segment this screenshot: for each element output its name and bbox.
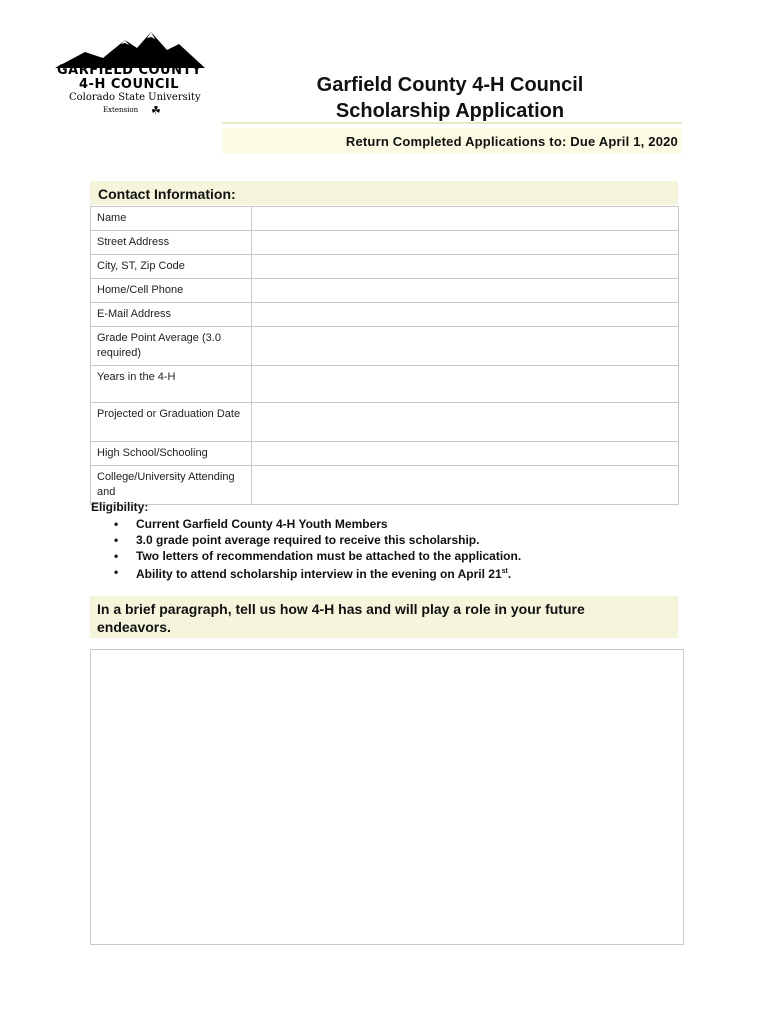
- row-label: Projected or Graduation Date: [91, 403, 252, 442]
- county-logo: [55, 30, 220, 122]
- name-field[interactable]: [252, 207, 679, 231]
- row-label: City, ST, Zip Code: [91, 255, 252, 279]
- list-item: [112, 548, 521, 564]
- college-field[interactable]: [252, 466, 679, 505]
- row-label: Grade Point Average (3.0 required): [91, 327, 252, 366]
- high-school-field[interactable]: [252, 442, 679, 466]
- years-in-4h-field[interactable]: [252, 366, 679, 403]
- table-row: [91, 279, 679, 303]
- table-row: [91, 403, 679, 442]
- logo-line4: Extension: [103, 106, 139, 114]
- ordinal-suffix: st: [501, 568, 508, 575]
- eligibility-item: Current Garfield County 4-H Youth Members: [136, 517, 388, 531]
- eligibility-item: Two letters of recommendation must be attached to the application.: [136, 549, 522, 563]
- title-line2: Scholarship Application: [335, 100, 565, 122]
- row-label: E-Mail Address: [91, 303, 252, 327]
- list-item: [112, 532, 521, 548]
- return-instructions: Return Completed Applications to: Due April 1, 2020: [345, 134, 678, 149]
- email-field[interactable]: [252, 303, 679, 327]
- row-label: High School/Schooling: [91, 442, 252, 466]
- eligibility-item: Ability to attend scholarship interview in the evening on April 21: [136, 567, 502, 581]
- graduation-date-field[interactable]: [252, 403, 679, 442]
- contact-heading-bar: [90, 181, 678, 205]
- row-label: Home/Cell Phone: [91, 279, 252, 303]
- eligibility-title: Eligibility:: [91, 500, 149, 514]
- list-item: [112, 564, 521, 582]
- logo-line2: 4-H COUNCIL: [79, 77, 180, 92]
- street-address-field[interactable]: [252, 231, 679, 255]
- list-item: [112, 516, 521, 532]
- row-label: Years in the 4-H: [91, 366, 252, 403]
- item-end: .: [507, 567, 512, 581]
- row-label: Street Address: [91, 231, 252, 255]
- logo-line3: Colorado State University: [69, 92, 201, 103]
- gpa-field[interactable]: [252, 327, 679, 366]
- phone-field[interactable]: [252, 279, 679, 303]
- table-row: [91, 327, 679, 366]
- table-row: [91, 255, 679, 279]
- row-label: Name: [91, 207, 252, 231]
- eligibility-list: [112, 516, 521, 582]
- clover-icon: ☘: [151, 105, 161, 117]
- contact-table: [90, 206, 679, 505]
- title-line1: Garfield County 4-H Council: [316, 74, 584, 96]
- city-state-zip-field[interactable]: [252, 255, 679, 279]
- table-row: [91, 366, 679, 403]
- table-row: [91, 303, 679, 327]
- table-row: [91, 207, 679, 231]
- essay-answer-box[interactable]: [90, 649, 684, 945]
- table-row: [91, 442, 679, 466]
- logo-line1: GARFIELD COUNTY: [57, 63, 202, 78]
- table-row: [91, 231, 679, 255]
- row-label: College/University Attending and: [91, 466, 252, 505]
- eligibility-item: 3.0 grade point average required to receive this scholarship.: [136, 533, 480, 547]
- page-title: [290, 72, 610, 124]
- table-row: [91, 466, 679, 505]
- contact-heading: Contact Information:: [98, 186, 236, 202]
- essay-prompt: In a brief paragraph, tell us how 4-H has and will play a role in your future endeavors.: [97, 601, 585, 635]
- title-divider: [222, 122, 682, 124]
